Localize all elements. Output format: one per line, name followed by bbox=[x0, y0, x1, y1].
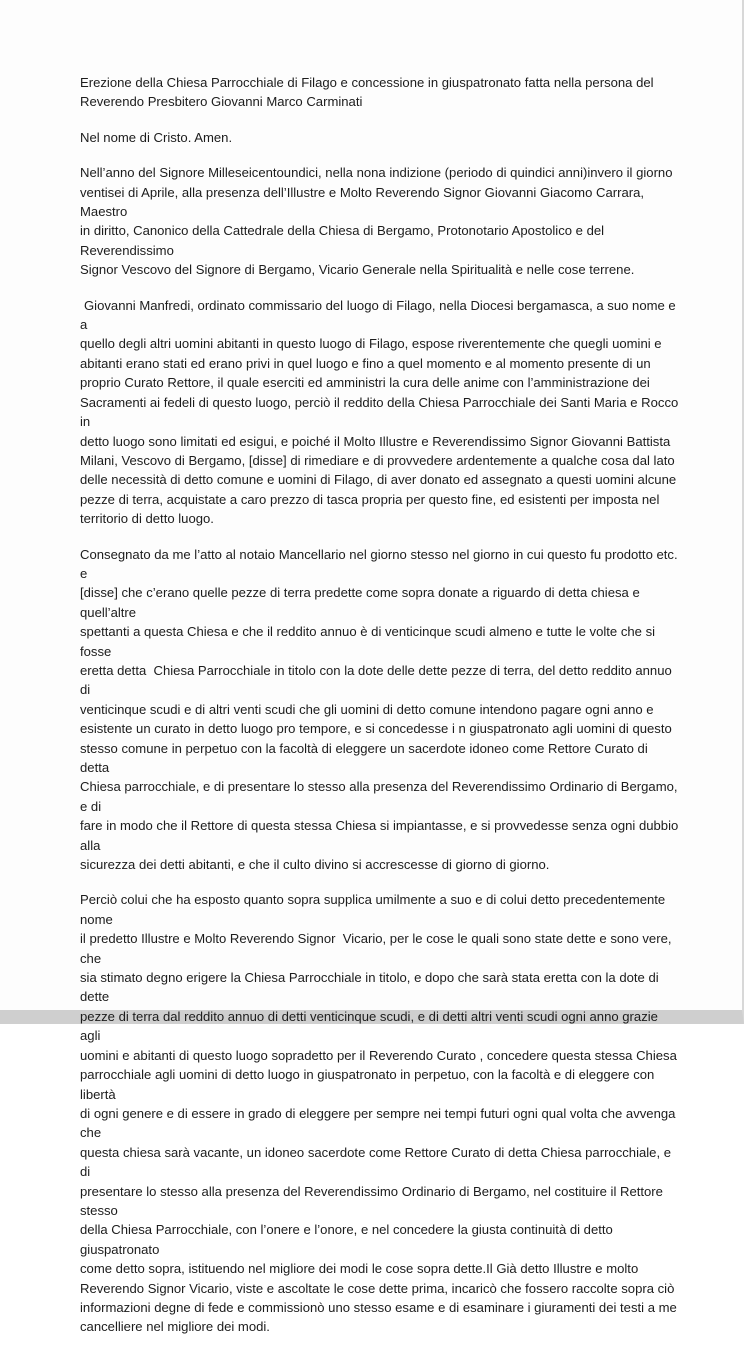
paragraph-manfredi-petition: Giovanni Manfredi, ordinato commissario del luogo di Filago, nella Diocesi bergamasca, a suo nome e a quello degli altri uomini abitanti in questo luogo di Filago, espose riverentemente che quegli uomini e abitanti erano stati ed erano privi in quel luogo e fino a quel momento e al momento presente di un proprio Curato Rettore, il quale eserciti ed amministri la cura delle anime con l’amministrazione dei Sacramenti ai fedeli di questo luogo, perciò il reddito della Chiesa Parrocchiale dei Santi Maria e Rocco in detto luogo sono limitati ed esigui, e poiché il Molto Illustre e Reverendissimo Signor Giovanni Battista Milani, Vescovo di Bergamo, [disse] di rimediare e di provvedere ardentemente a qualche cosa dal lato delle necessità di detto comune e uomini di Filago, di aver donato ed assegnato a questi uomini alcune pezze di terra, acquistate a caro prezzo di tasca propria per questo fine, ed esistenti per imposta nel territorio di detto luogo. bbox=[80, 297, 679, 527]
paragraph-supplication: Perciò colui che ha esposto quanto sopra supplica umilmente a suo e di colui detto precedentemente nome il predetto Illustre e Molto Reverendo Signor Vicario, per le cose le quali sono state dette e sono vere, che sia stimato degno erigere la Chiesa Parrocchiale in titolo, e dopo che sarà stata eretta con la dote di dette pezze di terra dal reddito annuo di detti venticinque scudi, e di detti altri venti scudi ogni anno grazie agli uomini e abitanti di questo luogo sopradetto per il Reverendo Curato , concedere questa stessa Chiesa parrocchiale agli uomini di detto luogo in giuspatronato in perpetuo, con la facoltà e di eleggere con libertà di ogni genere e di essere in grado di eleggere per sempre nei tempi futuri ogni qual volta che avvenga che questa chiesa sarà vacante, un idoneo sacerdote come Rettore Curato di detta Chiesa parrocchiale, e di presentare lo stesso alla presenza del Reverendissimo Ordinario di Bergamo, nel costituire il Rettore stesso della Chiesa Parrocchiale, con l’onere e l’onore, e nel concedere la giusta continuità di detto giuspatronato come detto sopra, istituendo nel migliore dei modi le cose sopra dette.Il Già detto Illustre e molto Reverendo Signor Vicario, viste e ascoltate le cose dette prima, incaricò che fossero raccolte sopra ciò informazioni degne di fede e commissionò uno stesso esame e di esaminare i giuramenti dei testi a me cancelliere nel migliore dei modi. bbox=[80, 892, 677, 1335]
invocation: Nel nome di Cristo. Amen. bbox=[80, 129, 233, 145]
paragraph-notary-deed: Consegnato da me l’atto al notaio Mancellario nel giorno stesso nel giorno in cui questo fu prodotto etc. e [disse] che c’erano quelle pezze di terra predette come sopra donate a riguardo di detta chiesa e quell’altre spettanti a questa Chiesa e che il reddito annuo è di venticinque scudi almeno e tutte le volte che si fosse eretta detta Chiesa Parrocchiale in titolo con la dote delle dette pezze di terra, del detto reddito annuo di venticinque scudi e di altri venti scudi che gli uomini di detto comune intendono pagare ogni anno e esistente un curato in detto luogo pro tempore, e si concedesse i n giuspatronato agli uomini di questo stesso comune in perpetuo con la facoltà di eleggere un sacerdote idoneo come Rettore Curato di detta Chiesa parrocchiale, e di presentare lo stesso alla presenza del Reverendissimo Ordinario di Bergamo, e di fare in modo che il Rettore di questa stessa Chiesa si impiantasse, e si provvedesse senza ogni dubbio alla sicurezza dei detti abitanti, e che il culto divino si accrescesse di giorno di giorno. bbox=[80, 546, 679, 873]
document-body bbox=[80, 73, 680, 1353]
document-title: Erezione della Chiesa Parrocchiale di Filago e concessione in giuspatronato fatta nella persona del Reverendo Presbitero Giovanni Marco Carminati bbox=[80, 75, 654, 110]
paragraph-date-presence: Nell’anno del Signore Milleseicentoundici, nella nona indizione (periodo di quindici anni)invero il giorno ventisei di Aprile, alla presenza dell’Illustre e Molto Reverendo Signor Giovanni Giacomo Carrara, Maestro in diritto, Canonico della Cattedrale della Chiesa di Bergamo, Protonotario Apostolico e del Reverendissimo Signor Vescovo del Signore di Bergamo, Vicario Generale nella Spiritualità e nelle cose terrene. bbox=[80, 165, 673, 278]
